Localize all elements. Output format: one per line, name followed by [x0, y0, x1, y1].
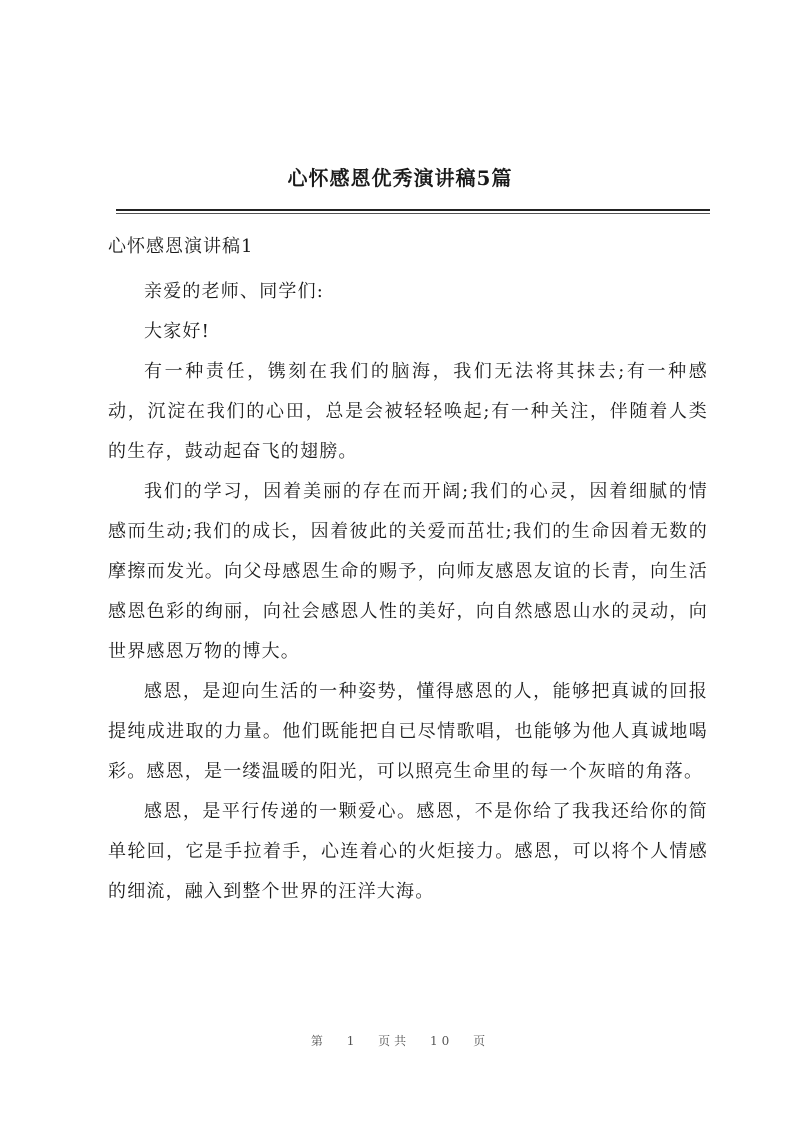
page-footer [0, 1032, 800, 1049]
paragraph: 感恩，是平行传递的一颗爱心。感恩，不是你给了我我还给你的简单轮回，它是手拉着手，心连着心的火炬接力。感恩，可以将个人情感的细流，融入到整个世界的汪洋大海。 [108, 801, 708, 902]
footer-page-number: 1 [346, 1034, 359, 1048]
paragraph: 我们的学习，因着美丽的存在而开阔;我们的心灵，因着细腻的情感而生动;我们的成长，因着彼此的关爱而茁壮;我们的生命因着无数的摩擦而发光。向父母感恩生命的赐予，向师友感恩友谊的长青，向生活感恩色彩的绚丽，向社会感恩人性的美好，向自然感恩山水的灵动，向世界感恩万物的博大。 [108, 481, 708, 662]
footer-total-pages: 10 [430, 1034, 454, 1048]
paragraph: 有一种责任，镌刻在我们的脑海，我们无法将其抹去;有一种感动，沉淀在我们的心田，总是会被轻轻唤起;有一种关注，伴随着人类的生存，鼓动起奋飞的翅膀。 [108, 361, 708, 462]
paragraph-greeting: 亲爱的老师、同学们: [144, 281, 325, 302]
title-divider [116, 209, 710, 214]
footer-middle: 页共 [378, 1034, 411, 1048]
footer-prefix: 第 [310, 1034, 327, 1048]
paragraph: 感恩，是迎向生活的一种姿势，懂得感恩的人，能够把真诚的回报提纯成进取的力量。他们既能把自已尽情歌唱，也能够为他人真诚地喝彩。感恩，是一缕温暖的阳光，可以照亮生命里的每一个灰暗的角落。 [108, 681, 708, 782]
footer-suffix: 页 [473, 1034, 490, 1048]
document-title: 心怀感恩优秀演讲稿5篇 [287, 166, 513, 190]
body-text [108, 272, 708, 912]
paragraph-hello: 大家好! [144, 321, 211, 342]
section-heading: 心怀感恩演讲稿1 [108, 236, 254, 257]
